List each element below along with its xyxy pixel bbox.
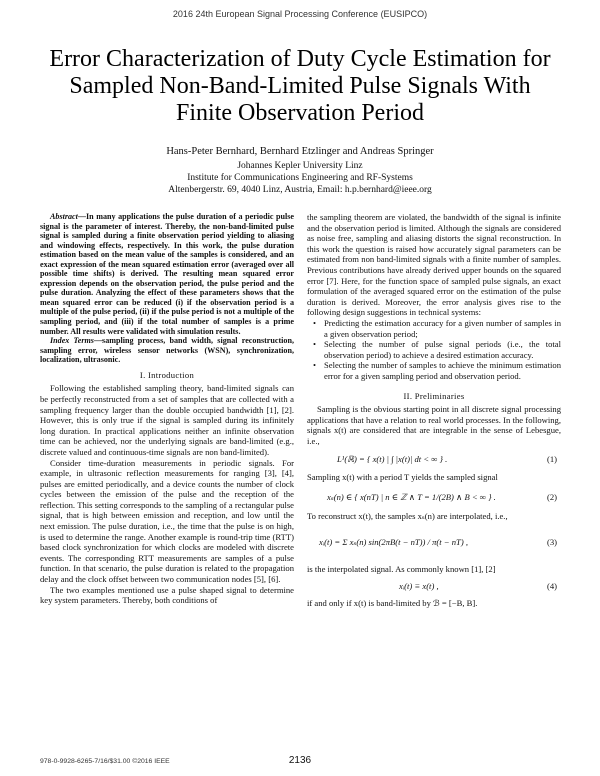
preliminaries-paragraph: is the interpolated signal. As commonly known [1], [2]: [307, 563, 496, 574]
preliminaries-paragraph: Sampling is the obvious starting point in all discrete signal processing applications that have a relation to real world processes. In the following, signals x(t) are considered that are integrable in the sense of Lebesgue, i.e.,: [307, 404, 561, 446]
affiliation: [0, 160, 600, 196]
conference-header: 2016 24th European Signal Processing Conference (EUSIPCO): [172, 9, 428, 19]
index-terms: [40, 336, 294, 365]
bullet-icon: •: [313, 317, 317, 328]
equation-3-number: (3): [546, 536, 557, 547]
abstract-text: —In many applications the pulse duration of a periodic pulse signal is the parameter of interest. Thereby, the non-band-limited pulse signal is sampled during a finite observation period yielding to aliasing and windowing effects, respectively. In this work, the pulse duration estimation based on the mean value of the samples is considered, and an exact expression of the mean squared estimation error (averaged over all possible time shifts) is derived. The resulting mean squared error expression depends on the observation period, the pulse period and the pulse duration. Analyzing the effect of these parameters shows that the mean squared error can be reduced (i) if the observation period is a multiple of the pulse period, (ii) if the pulse period is not a multiple of the sampling period, and (iii) if the total number of samples is a prime number. All results were validated with simulation results.: [40, 212, 294, 336]
right-column: [307, 212, 561, 609]
equation-2-body: xₛ(n) ∈ { x(nT) | n ∈ ℤ ∧ T = 1/(2B) ∧ B < ∞ } .: [327, 492, 496, 503]
equation-1: [307, 446, 561, 472]
equation-4: [307, 574, 561, 598]
section-heading-introduction: I. Introduction: [139, 369, 195, 380]
footer-isbn: 978-0-9928-6265-7/16/$31.00 ©2016 IEEE: [40, 758, 170, 765]
list-item: [307, 339, 561, 360]
preliminaries-paragraph: if and only if x(t) is band-limited by ℬ = [−B, B].: [307, 598, 478, 609]
intro-paragraph: Consider time-duration measurements in periodic signals. For example, in ultrasonic reflection measurements for ranging [3], [4], pulses are emitted periodically, and a device counts the number of clock cycles between the emission of the pulse and the reception of the reflection. This setting corresponds to the sampling of a rectangular pulse signal, that is high between emission and reception, and low until the next emission. The pulse duration, i.e., the time that the pulse is on high, is used to determine the range. Another example is round-trip time (RTT) based clock synchronization for which clocks are modeled with discrete events. The corresponding RTT measurements are samples of a pulse function. In that scenario, the pulse duration is related to the propagation delay and the clock offset between two communication nodes [5], [6].: [40, 457, 294, 585]
right-paragraph: the sampling theorem are violated, the bandwidth of the signal is infinite and the observation period is limited. Although the signals are considered as noise free, sampling and aliasing distorts the signal reconstruction. In this work the question is raised how accurately signal parameters can be estimated from non band-limited signals with a finite number of samples. Previous contributions have already derived upper bounds on the squared error [7]. Here, for the function space of sampled pulse signals, an exact formulation of the averaged squared error on the estimation of the pulse duration is derived. Moreover, the error analysis gives rise to the following design suggestions in technical systems:: [307, 212, 561, 318]
abstract: [40, 212, 294, 336]
list-item: [307, 318, 561, 339]
affiliation-institute: Institute for Communications Engineering and RF-Systems: [187, 173, 413, 183]
index-terms-label: Index Terms: [50, 336, 94, 346]
list-item-text: Selecting the number of samples to achieve the minimum estimation error for a given sampling period and observation period.: [324, 360, 561, 381]
list-item: [307, 360, 561, 381]
list-item-text: Selecting the number of pulse signal periods (i.e., the total observation period) to achieve a desired estimation accuracy.: [324, 339, 561, 360]
affiliation-university: Johannes Kepler University Linz: [237, 161, 363, 171]
list-item-text: Predicting the estimation accuracy for a given number of samples in a given observation period;: [324, 317, 561, 339]
equation-2-number: (2): [546, 492, 557, 503]
index-terms-text: —sampling process, band width, signal reconstruction, sampling error, wireless sensor networks (WSN), synchronization, localization, ultrasonic.: [40, 336, 294, 365]
paper-title: Error Characterization of Duty Cycle Estimation for Sampled Non-Band-Limited Pulse Signals With Finite Observation Period: [49, 46, 551, 126]
intro-paragraph: Following the established sampling theory, band-limited signals can be perfectly reconstructed from a set of samples that are collected with a sampling frequency larger than the double occupied bandwidth [1], [2]. However, this is only true if the signal is sampled during its infinitely long duration. In practical applications neither an infinite observation time can be achieved, nor the underlying signals are band-limited (e.g., discrete valued and continuous-time signals are non band-limited).: [40, 383, 294, 457]
preliminaries-paragraph: Sampling x(t) with a period T yields the sampled signal: [307, 472, 498, 483]
equation-3: [307, 522, 561, 564]
authors: Hans-Peter Bernhard, Bernhard Etzlinger and Andreas Springer: [166, 146, 434, 157]
bullet-icon: •: [313, 360, 317, 371]
design-suggestions-list: [307, 318, 561, 382]
abstract-label: Abstract: [50, 212, 78, 221]
page-number: 2136: [288, 755, 312, 766]
section-heading-preliminaries: II. Preliminaries: [403, 390, 465, 401]
equation-1-number: (1): [546, 454, 557, 465]
equation-4-number: (4): [546, 581, 557, 592]
equation-1-body: L¹(ℝ) = { x(t) | ∫ |x(t)| dt < ∞ } .: [337, 454, 448, 465]
equation-2: [307, 483, 561, 511]
equation-4-body: xᵢ(t) ≡ x(t) ,: [399, 581, 439, 592]
equation-3-body: xᵢ(t) = Σ xₛ(n) sin(2πB(t − nT)) / π(t − nT) ,: [319, 536, 468, 547]
left-column: [40, 212, 294, 606]
bullet-icon: •: [313, 339, 317, 350]
affiliation-address: Altenbergerstr. 69, 4040 Linz, Austria, Email: h.p.bernhard@ieee.org: [168, 185, 432, 195]
preliminaries-paragraph: To reconstruct x(t), the samples xₛ(n) are interpolated, i.e.,: [307, 511, 508, 522]
intro-paragraph: The two examples mentioned use a pulse shaped signal to determine key system parameters. Thereby, both conditions of: [40, 584, 294, 606]
